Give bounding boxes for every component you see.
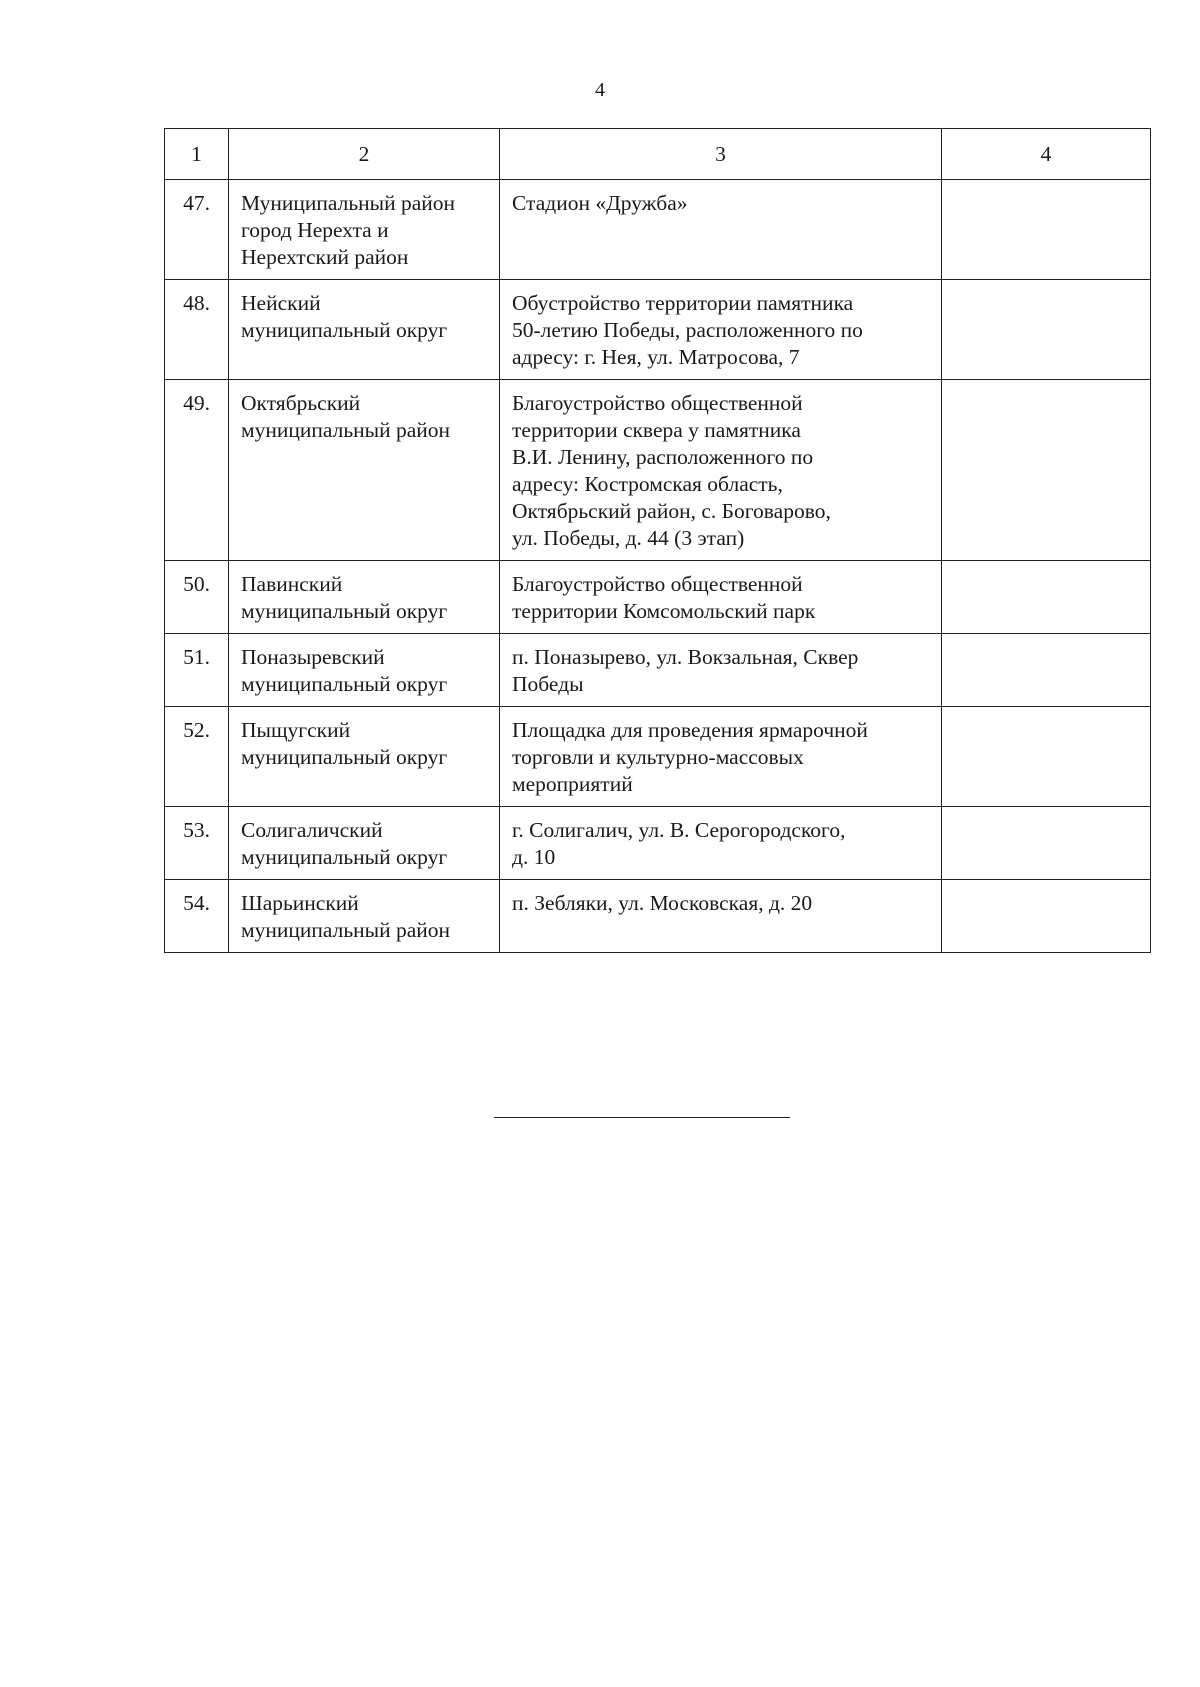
object-line: ул. Победы, д. 44 (3 этап) bbox=[512, 526, 745, 550]
municipality-line: муниципальный округ bbox=[241, 845, 448, 869]
table-row bbox=[165, 807, 1151, 880]
object-cell bbox=[500, 707, 942, 807]
table-row bbox=[165, 707, 1151, 807]
note-cell bbox=[942, 561, 1151, 634]
object-line: В.И. Ленину, расположенного по bbox=[512, 445, 814, 469]
closing-rule bbox=[494, 1117, 790, 1118]
object-cell bbox=[500, 380, 942, 561]
object-cell bbox=[500, 880, 942, 953]
municipality-line: муниципальный район bbox=[241, 918, 451, 942]
row-number-cell: 52. bbox=[165, 707, 229, 807]
table-row bbox=[165, 634, 1151, 707]
row-number-cell: 53. bbox=[165, 807, 229, 880]
municipality-cell bbox=[229, 561, 500, 634]
municipality-line: Муниципальный район bbox=[241, 191, 456, 215]
municipality-cell bbox=[229, 280, 500, 380]
row-number-cell: 50. bbox=[165, 561, 229, 634]
object-cell bbox=[500, 807, 942, 880]
municipality-cell bbox=[229, 180, 500, 280]
object-line: Октябрьский район, с. Боговарово, bbox=[512, 499, 831, 523]
row-number-cell: 49. bbox=[165, 380, 229, 561]
table-row bbox=[165, 380, 1151, 561]
page-number: 4 bbox=[595, 79, 605, 101]
municipality-line: Октябрьский bbox=[241, 391, 361, 415]
header-cell-1: 1 bbox=[165, 129, 229, 180]
object-line: Обустройство территории памятника bbox=[512, 291, 854, 315]
municipality-line: муниципальный округ bbox=[241, 318, 448, 342]
note-cell bbox=[942, 880, 1151, 953]
object-line: Благоустройство общественной bbox=[512, 391, 803, 415]
note-cell bbox=[942, 807, 1151, 880]
table-row bbox=[165, 280, 1151, 380]
row-number-cell: 54. bbox=[165, 880, 229, 953]
object-line: мероприятий bbox=[512, 772, 633, 796]
table-row bbox=[165, 180, 1151, 280]
object-line: Благоустройство общественной bbox=[512, 572, 803, 596]
municipality-line: Нейский bbox=[241, 291, 321, 315]
note-cell bbox=[942, 280, 1151, 380]
municipality-line: Нерехтский район bbox=[241, 245, 409, 269]
object-cell bbox=[500, 280, 942, 380]
object-line: 50-летию Победы, расположенного по bbox=[512, 318, 863, 342]
municipality-cell bbox=[229, 880, 500, 953]
header-cell-3: 3 bbox=[500, 129, 942, 180]
object-cell bbox=[500, 634, 942, 707]
municipality-cell bbox=[229, 807, 500, 880]
municipality-line: муниципальный округ bbox=[241, 745, 448, 769]
object-line: торговли и культурно-массовых bbox=[512, 745, 804, 769]
object-cell bbox=[500, 561, 942, 634]
table-row bbox=[165, 561, 1151, 634]
object-line: п. Поназырево, ул. Вокзальная, Сквер bbox=[512, 645, 859, 669]
municipality-cell bbox=[229, 707, 500, 807]
municipality-line: муниципальный район bbox=[241, 418, 451, 442]
object-line: адресу: Костромская область, bbox=[512, 472, 783, 496]
object-line: г. Солигалич, ул. В. Серогородского, bbox=[512, 818, 846, 842]
municipality-line: муниципальный округ bbox=[241, 599, 448, 623]
municipality-line: Павинский bbox=[241, 572, 343, 596]
row-number-cell: 47. bbox=[165, 180, 229, 280]
object-cell bbox=[500, 180, 942, 280]
object-line: территории Комсомольский парк bbox=[512, 599, 816, 623]
municipality-cell bbox=[229, 380, 500, 561]
header-cell-4: 4 bbox=[942, 129, 1151, 180]
object-line: адресу: г. Нея, ул. Матросова, 7 bbox=[512, 345, 800, 369]
note-cell bbox=[942, 180, 1151, 280]
municipality-line: Шарьинский bbox=[241, 891, 359, 915]
municipality-line: Пыщугский bbox=[241, 718, 351, 742]
object-line: п. Зебляки, ул. Московская, д. 20 bbox=[512, 891, 813, 915]
note-cell bbox=[942, 634, 1151, 707]
row-number-cell: 51. bbox=[165, 634, 229, 707]
note-cell bbox=[942, 707, 1151, 807]
municipality-line: Солигаличский bbox=[241, 818, 383, 842]
object-line: территории сквера у памятника bbox=[512, 418, 801, 442]
table-header-row bbox=[165, 129, 1151, 180]
municipality-line: Поназыревский bbox=[241, 645, 385, 669]
object-line: Площадка для проведения ярмарочной bbox=[512, 718, 868, 742]
row-number-cell: 48. bbox=[165, 280, 229, 380]
note-cell bbox=[942, 380, 1151, 561]
municipality-line: муниципальный округ bbox=[241, 672, 448, 696]
municipality-line: город Нерехта и bbox=[241, 218, 389, 242]
municipality-cell bbox=[229, 634, 500, 707]
object-line: Стадион «Дружба» bbox=[512, 191, 688, 215]
objects-table bbox=[164, 128, 1151, 953]
header-cell-2: 2 bbox=[229, 129, 500, 180]
table-row bbox=[165, 880, 1151, 953]
object-line: Победы bbox=[512, 672, 584, 696]
object-line: д. 10 bbox=[512, 845, 556, 869]
